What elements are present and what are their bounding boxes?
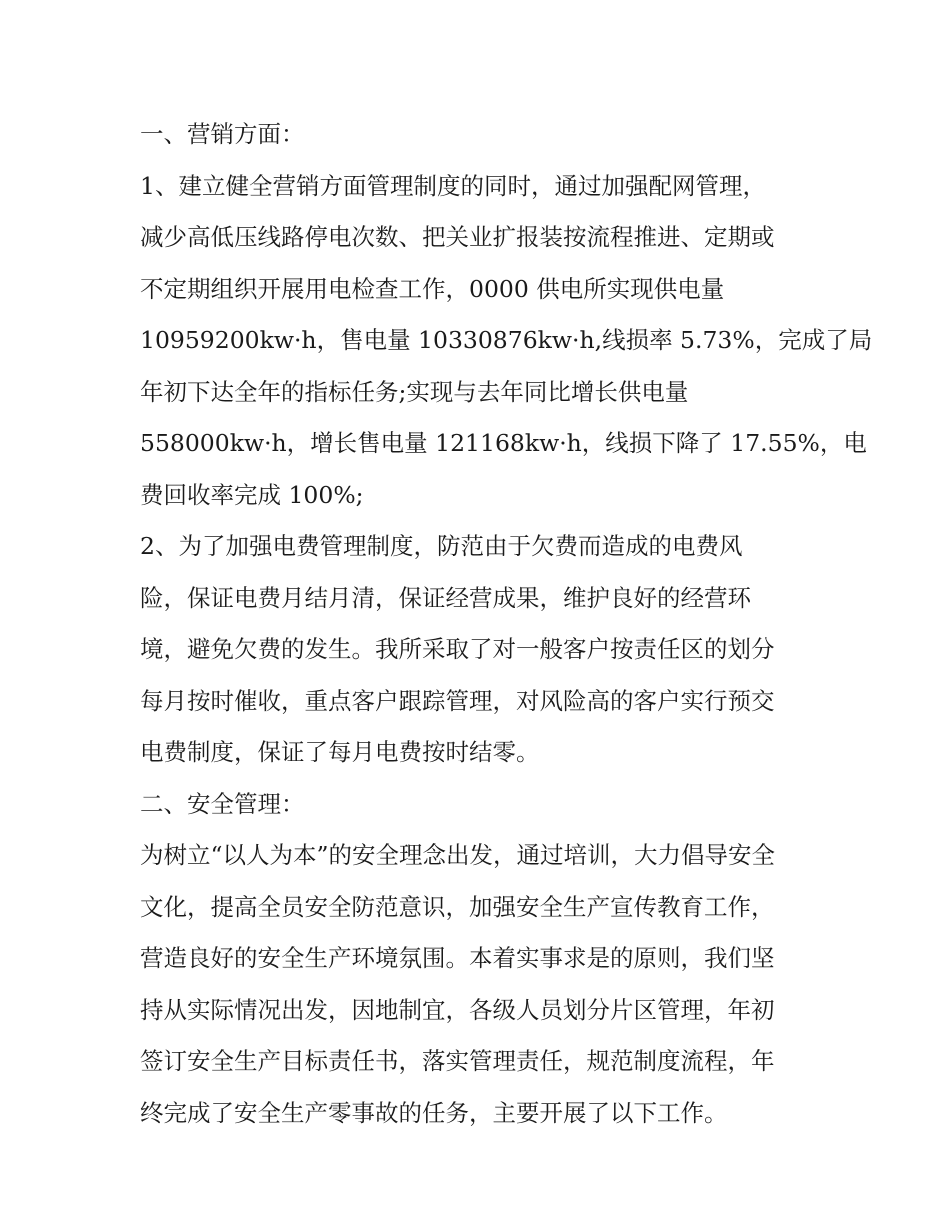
paragraph-line: 不定期组织开展用电检查工作，0000 供电所实现供电量	[140, 274, 725, 303]
paragraph-line: 10959200kw·h，售电量 10330876kw·h,线损率 5.73%，完成了局	[140, 326, 873, 354]
section-heading-marketing: 一、营销方面：	[140, 120, 305, 148]
document-body	[140, 109, 873, 1139]
paragraph-line: 年初下达全年的指标任务;实现与去年同比增长供电量	[140, 377, 689, 406]
paragraph-line: 险，保证电费月结月清，保证经营成果，维护良好的经营环	[140, 583, 751, 612]
paragraph-line: 终完成了安全生产零事故的任务，主要开展了以下工作。	[140, 1098, 728, 1127]
paragraph-line: 减少高低压线路停电次数、把关业扩报装按流程推进、定期或	[140, 223, 775, 251]
paragraph-line: 境，避免欠费的发生。我所采取了对一般客户按责任区的划分	[140, 635, 775, 663]
paragraph-line: 2、为了加强电费管理制度，防范由于欠费而造成的电费风	[140, 532, 743, 560]
section-heading-safety: 二、安全管理：	[140, 789, 305, 818]
paragraph-line: 558000kw·h，增长售电量 121168kw·h，线损下降了 17.55%，电	[140, 429, 867, 457]
paragraph-line: 持从实际情况出发，因地制宜，各级人员划分片区管理，年初	[140, 995, 775, 1024]
paragraph-line: 1、建立健全营销方面管理制度的同时，通过加强配网管理，	[140, 171, 766, 200]
paragraph-line: 文化，提高全员安全防范意识，加强安全生产宣传教育工作，	[140, 892, 775, 921]
paragraph-line: 电费制度，保证了每月电费按时结零。	[140, 738, 540, 766]
paragraph-line: 为树立“以人为本”的安全理念出发，通过培训，大力倡导安全	[140, 841, 776, 869]
paragraph-line: 费回收率完成 100%;	[140, 480, 364, 509]
paragraph-line: 每月按时催收，重点客户跟踪管理，对风险高的客户实行预交	[140, 686, 775, 715]
paragraph-line: 签订安全生产目标责任书，落实管理责任，规范制度流程，年	[140, 1047, 775, 1075]
paragraph-line: 营造良好的安全生产环境氛围。本着实事求是的原则，我们坚	[140, 944, 775, 972]
